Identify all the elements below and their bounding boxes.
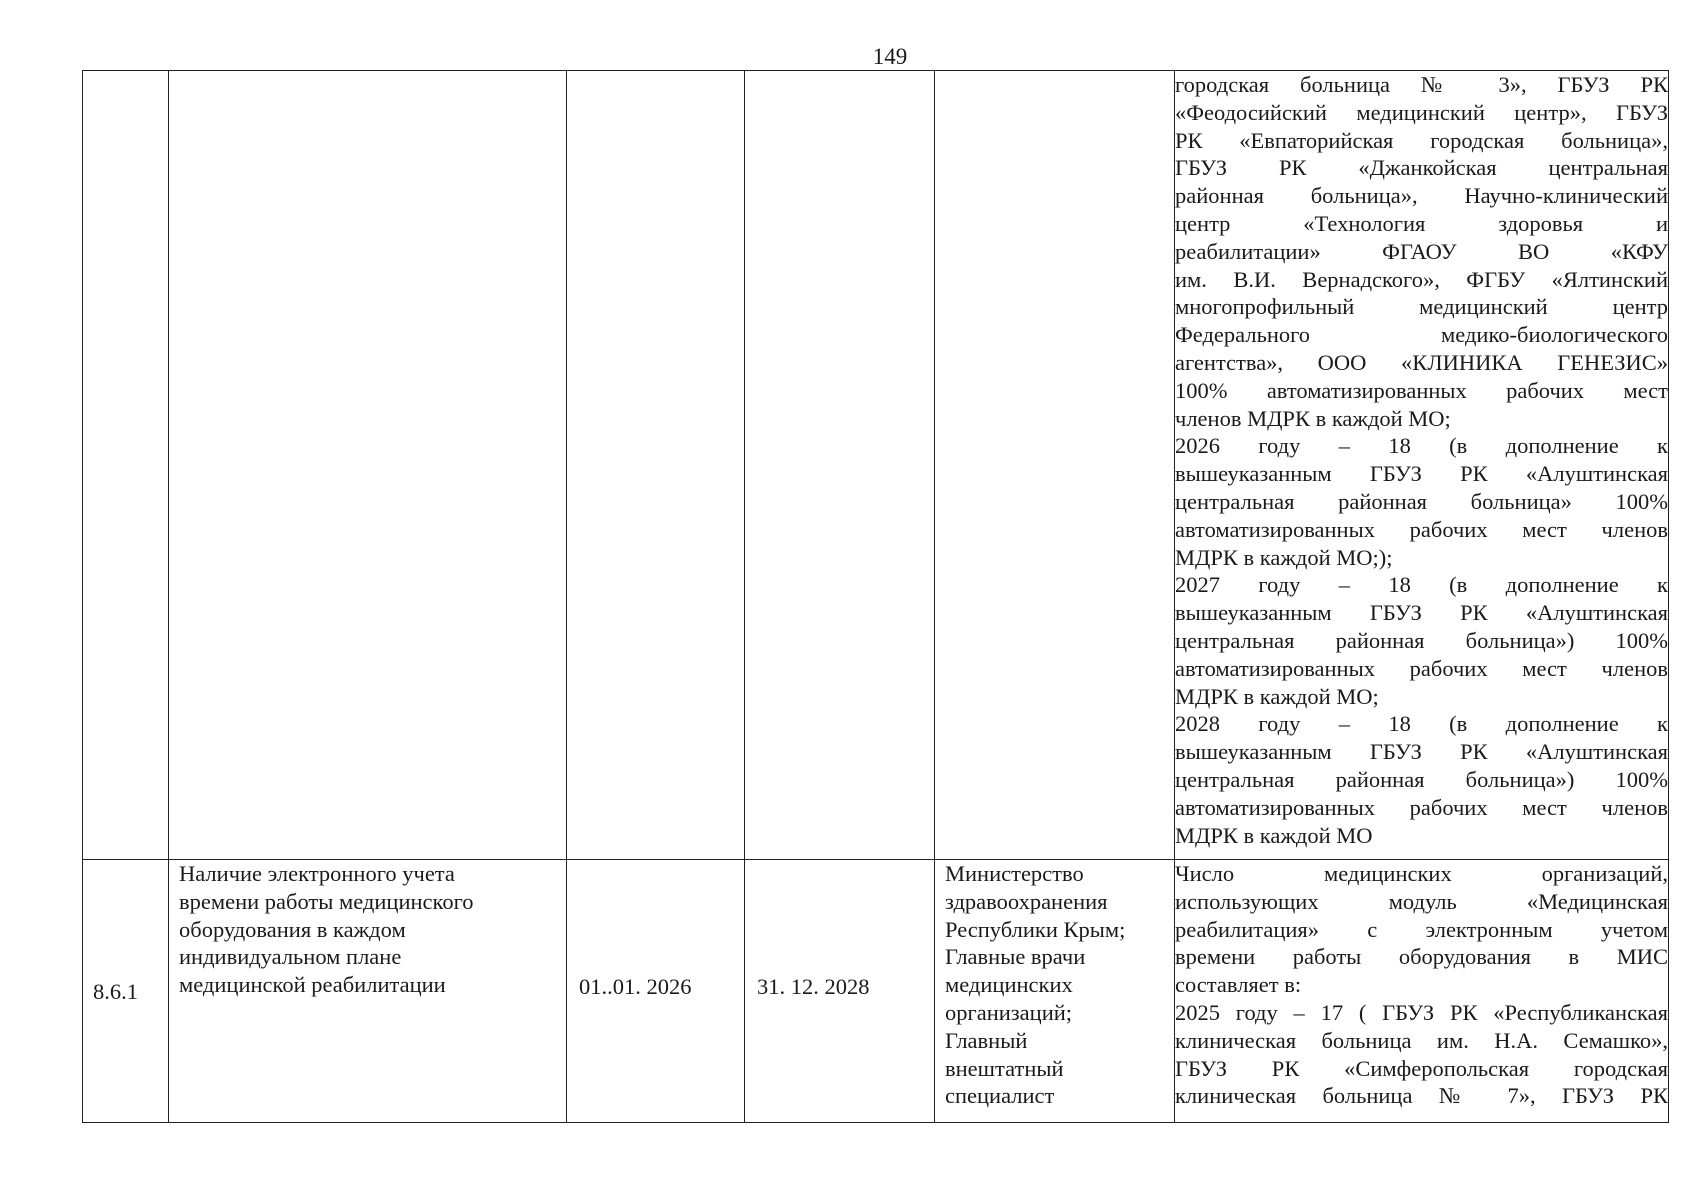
result-line: вышеуказанным ГБУЗ РК «Алуштинская [1175, 600, 1668, 626]
result-line: вышеуказанным ГБУЗ РК «Алуштинская [1175, 461, 1668, 487]
result-line: Федерального медико-биологического [1175, 322, 1668, 348]
result-line: автоматизированных рабочих мест членов [1175, 655, 1668, 681]
result-line: времени работы оборудования в МИС [1175, 944, 1668, 970]
cell-name-empty [169, 71, 567, 860]
cell-result-continued [1175, 71, 1669, 860]
result-line: клиническая больница им. Н.А. Семашко», [1175, 1027, 1668, 1053]
result-line: ГБУЗ РК «Симферопольская городская [1175, 1055, 1668, 1081]
responsible-line: Главный [945, 1027, 1028, 1053]
page-number: 149 [872, 44, 908, 69]
name-line: оборудования в каждом [179, 916, 406, 942]
responsible-line: Министерство [945, 861, 1084, 886]
name-line: индивидуальном плане [179, 944, 402, 970]
result-line: 100% автоматизированных рабочих мест [1175, 377, 1668, 403]
result-line: районная больница», Научно-клинический [1175, 183, 1668, 209]
table-row-continued [83, 71, 1669, 860]
responsible-line: внештатный [945, 1055, 1064, 1081]
plan-table [82, 70, 1669, 1123]
result-line: МДРК в каждой МО; [1175, 683, 1379, 709]
result-line: городская больница № 3», ГБУЗ РК [1175, 72, 1668, 97]
responsible-line: Республики Крым; [945, 916, 1126, 942]
result-line: составляет в: [1175, 972, 1302, 998]
result-line: центральная районная больница» 100% [1175, 488, 1668, 514]
name-line: Наличие электронного учета [179, 861, 455, 886]
result-line: МДРК в каждой МО;); [1175, 544, 1393, 570]
result-line: им. В.И. Вернадского», ФГБУ «Ялтинский [1175, 266, 1668, 292]
result-line: ГБУЗ РК «Джанкойская центральная [1175, 155, 1668, 181]
cell-start-date: 01..01. 2026 [567, 860, 745, 1123]
result-line: МДРК в каждой МО [1175, 822, 1373, 848]
result-line: «Феодосийский медицинский центр», ГБУЗ [1175, 99, 1668, 125]
result-line: реабилитации» ФГАОУ ВО «КФУ [1175, 238, 1668, 264]
name-line: времени работы медицинского [179, 888, 474, 914]
responsible-line: специалист [945, 1083, 1055, 1109]
result-line: членов МДРК в каждой МО; [1175, 405, 1451, 431]
name-line: медицинской реабилитации [179, 972, 446, 998]
result-line: центр «Технология здоровья и [1175, 210, 1668, 236]
cell-responsible [935, 860, 1175, 1123]
responsible-line: здравоохранения [945, 888, 1108, 914]
table-row-8-6-1 [83, 860, 1669, 1123]
result-line: использующих модуль «Медицинская [1175, 888, 1668, 914]
responsible-line: Главные врачи [945, 944, 1086, 970]
result-line: 2026 году – 18 (в дополнение к [1175, 433, 1668, 459]
cell-end-date: 31. 12. 2028 [745, 860, 935, 1123]
responsible-line: медицинских [945, 972, 1073, 998]
result-line: 2028 году – 18 (в дополнение к [1175, 711, 1668, 737]
cell-item-result [1175, 860, 1669, 1123]
result-line: реабилитация» с электронным учетом [1175, 916, 1668, 942]
result-line: автоматизированных рабочих мест членов [1175, 516, 1668, 542]
result-line: клиническая больница № 7», ГБУЗ РК [1175, 1083, 1668, 1109]
cell-item-number: 8.6.1 [83, 860, 169, 1123]
result-line: автоматизированных рабочих мест членов [1175, 794, 1668, 820]
result-line: вышеуказанным ГБУЗ РК «Алуштинская [1175, 739, 1668, 765]
result-line: 2027 году – 18 (в дополнение к [1175, 572, 1668, 598]
cell-number-empty [83, 71, 169, 860]
result-line: центральная районная больница») 100% [1175, 627, 1668, 653]
result-line: многопрофильный медицинский центр [1175, 294, 1668, 320]
result-line: центральная районная больница») 100% [1175, 766, 1668, 792]
result-line: РК «Евпаторийская городская больница», [1175, 127, 1668, 153]
responsible-line: организаций; [945, 999, 1073, 1025]
cell-end-empty [745, 71, 935, 860]
result-line: Число медицинских организаций, [1175, 861, 1668, 886]
cell-item-name [169, 860, 567, 1123]
result-line: агентства», ООО «КЛИНИКА ГЕНЕЗИС» [1175, 349, 1668, 375]
result-line: 2025 году – 17 ( ГБУЗ РК «Республиканская [1175, 999, 1668, 1025]
cell-start-empty [567, 71, 745, 860]
cell-responsible-empty [935, 71, 1175, 860]
